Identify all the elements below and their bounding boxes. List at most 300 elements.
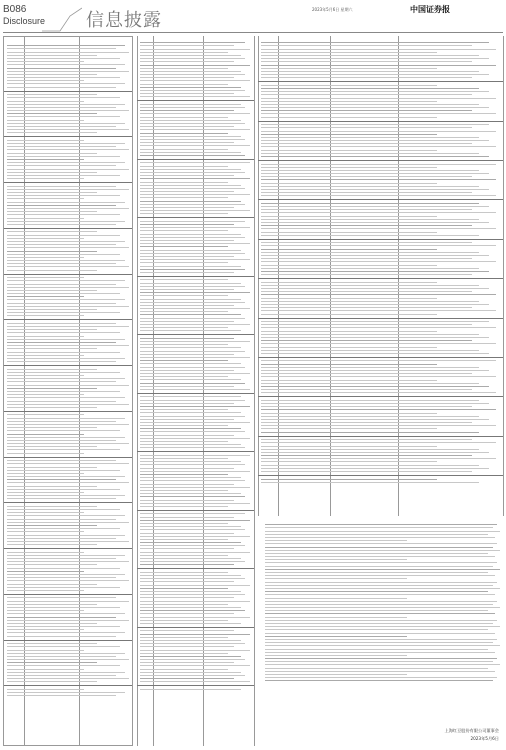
text-line xyxy=(140,441,228,442)
text-line xyxy=(140,227,250,228)
text-line xyxy=(140,178,250,179)
text-line xyxy=(261,261,496,262)
text-line xyxy=(7,348,97,349)
text-line xyxy=(140,104,241,105)
text-line xyxy=(140,594,245,595)
text-line xyxy=(140,80,250,81)
text-line xyxy=(7,434,84,435)
text-line xyxy=(140,240,234,241)
text-line xyxy=(140,604,228,605)
text-line xyxy=(265,607,500,608)
text-line xyxy=(140,338,234,339)
text-line xyxy=(7,162,125,163)
text-line xyxy=(7,284,116,285)
text-line xyxy=(140,536,250,537)
text-line xyxy=(140,548,234,549)
text-line xyxy=(140,370,234,371)
table-row-divider xyxy=(4,502,132,503)
text-line xyxy=(7,535,125,536)
text-line xyxy=(265,582,497,583)
table-row-divider xyxy=(258,436,503,437)
text-line xyxy=(265,626,500,627)
text-line xyxy=(140,367,245,368)
text-line xyxy=(261,124,489,125)
text-line xyxy=(261,422,472,423)
text-line xyxy=(7,531,84,532)
table-row-divider xyxy=(4,365,132,366)
text-line xyxy=(7,175,120,176)
text-line xyxy=(140,458,228,459)
text-line xyxy=(7,394,84,395)
text-line xyxy=(140,305,234,306)
text-line xyxy=(7,306,129,307)
text-line xyxy=(265,629,488,630)
text-line xyxy=(140,585,250,586)
text-line xyxy=(265,655,407,656)
text-line xyxy=(140,61,234,62)
text-line xyxy=(140,464,245,465)
text-line xyxy=(7,672,125,673)
text-line xyxy=(261,203,479,204)
text-line xyxy=(7,597,116,598)
text-line xyxy=(140,640,241,641)
text-line xyxy=(140,311,228,312)
text-line xyxy=(7,231,97,232)
text-line xyxy=(261,304,489,305)
text-line xyxy=(7,143,125,144)
table-row-divider xyxy=(258,81,503,82)
text-line xyxy=(261,143,472,144)
text-line xyxy=(140,84,228,85)
text-line xyxy=(140,224,234,225)
text-line xyxy=(140,351,245,352)
signature: 上海红豆股份有限公司董事会 xyxy=(444,728,499,733)
text-line xyxy=(140,123,245,124)
text-line xyxy=(140,175,234,176)
text-line xyxy=(261,235,479,236)
text-line xyxy=(140,129,250,130)
text-line xyxy=(261,364,437,365)
text-line xyxy=(140,68,228,69)
text-line xyxy=(140,93,234,94)
text-line xyxy=(7,587,120,588)
text-line xyxy=(7,345,129,346)
text-line xyxy=(7,613,125,614)
text-line xyxy=(7,506,97,507)
text-line xyxy=(265,562,497,563)
masthead xyxy=(0,0,506,38)
text-line xyxy=(140,107,245,108)
text-line xyxy=(261,68,437,69)
text-line xyxy=(261,288,489,289)
text-line xyxy=(7,355,84,356)
text-line xyxy=(140,269,245,270)
text-line xyxy=(265,649,488,650)
text-line xyxy=(265,556,495,557)
text-line xyxy=(7,541,129,542)
text-line xyxy=(7,626,120,627)
text-line xyxy=(7,662,97,663)
text-line xyxy=(140,435,234,436)
text-line xyxy=(7,486,97,487)
text-line xyxy=(7,352,120,353)
text-line xyxy=(7,656,116,657)
text-line xyxy=(261,331,437,332)
text-line xyxy=(261,110,472,111)
text-line xyxy=(7,358,125,359)
text-line xyxy=(140,500,234,501)
text-line xyxy=(7,421,116,422)
text-line xyxy=(7,299,125,300)
text-line xyxy=(7,610,84,611)
text-line xyxy=(140,406,250,407)
text-line xyxy=(140,376,228,377)
text-line xyxy=(140,578,245,579)
table-row-divider xyxy=(4,136,132,137)
text-line xyxy=(140,575,241,576)
text-line xyxy=(140,347,241,348)
text-line xyxy=(140,396,241,397)
text-line xyxy=(265,610,488,611)
text-line xyxy=(265,661,493,662)
text-line xyxy=(140,65,250,66)
text-line xyxy=(261,482,479,483)
text-line xyxy=(7,665,120,666)
text-line xyxy=(261,285,479,286)
text-line xyxy=(140,314,241,315)
text-line xyxy=(7,552,84,553)
text-line xyxy=(140,139,245,140)
text-line xyxy=(7,339,125,340)
text-line xyxy=(7,336,84,337)
text-line xyxy=(7,97,120,98)
text-line xyxy=(265,668,488,669)
text-line xyxy=(7,280,125,281)
text-line xyxy=(140,58,245,59)
text-line xyxy=(140,185,241,186)
text-line xyxy=(7,476,125,477)
text-line xyxy=(261,255,489,256)
text-line xyxy=(7,205,116,206)
text-line xyxy=(265,594,495,595)
text-line xyxy=(7,437,125,438)
text-line xyxy=(261,406,472,407)
text-line xyxy=(261,189,489,190)
text-line xyxy=(261,55,479,56)
table-row-divider xyxy=(4,548,132,549)
text-line xyxy=(7,224,116,225)
text-line xyxy=(261,225,472,226)
text-line xyxy=(140,653,228,654)
text-line xyxy=(140,552,250,553)
text-line xyxy=(261,465,479,466)
text-line xyxy=(265,598,407,599)
text-line xyxy=(140,610,245,611)
text-line xyxy=(7,172,97,173)
text-line xyxy=(7,604,97,605)
text-line xyxy=(261,383,479,384)
text-line xyxy=(140,601,250,602)
text-line xyxy=(7,126,116,127)
text-line xyxy=(140,665,250,666)
text-line xyxy=(261,468,489,469)
text-line xyxy=(261,479,437,480)
text-line xyxy=(261,350,479,351)
comparison-table-left xyxy=(3,36,133,746)
table-row-divider xyxy=(137,451,254,452)
text-line xyxy=(7,45,125,46)
text-line xyxy=(140,182,228,183)
text-line xyxy=(140,379,241,380)
text-line xyxy=(261,428,437,429)
text-line xyxy=(140,545,245,546)
text-line xyxy=(140,74,245,75)
text-line xyxy=(140,197,228,198)
text-line xyxy=(261,442,496,443)
text-line xyxy=(261,403,489,404)
text-line xyxy=(261,192,472,193)
text-line xyxy=(261,373,472,374)
text-line xyxy=(140,597,234,598)
text-line xyxy=(140,400,245,401)
text-line xyxy=(7,87,116,88)
text-line xyxy=(140,117,228,118)
text-line xyxy=(7,449,120,450)
text-line xyxy=(261,88,479,89)
text-line xyxy=(7,650,84,651)
text-line xyxy=(140,213,228,214)
text-line xyxy=(7,165,116,166)
text-line xyxy=(261,195,496,196)
table-row-divider xyxy=(137,334,254,335)
text-line xyxy=(7,332,120,333)
text-line xyxy=(7,48,116,49)
text-line xyxy=(261,134,437,135)
text-line xyxy=(140,487,250,488)
text-line xyxy=(140,533,234,534)
text-line xyxy=(7,132,97,133)
text-line xyxy=(265,534,488,535)
text-line xyxy=(140,283,241,284)
text-line xyxy=(140,136,241,137)
text-line xyxy=(140,201,241,202)
text-line xyxy=(7,659,129,660)
text-line xyxy=(261,334,479,335)
text-line xyxy=(261,107,489,108)
text-line xyxy=(7,617,116,618)
text-line xyxy=(261,294,496,295)
text-line xyxy=(7,287,129,288)
text-line xyxy=(140,210,250,211)
text-line xyxy=(261,419,489,420)
text-line xyxy=(140,49,250,50)
text-line xyxy=(140,681,250,682)
text-line xyxy=(7,473,84,474)
text-line xyxy=(140,142,234,143)
text-line xyxy=(261,376,496,377)
issue-date: 2023年5月6日 星期六 xyxy=(312,7,353,12)
text-line xyxy=(140,659,245,660)
text-line xyxy=(7,120,84,121)
text-line xyxy=(261,176,472,177)
text-line xyxy=(7,198,84,199)
table-row-divider xyxy=(258,357,503,358)
text-line xyxy=(261,425,496,426)
text-line xyxy=(261,446,437,447)
text-line xyxy=(140,250,241,251)
text-line xyxy=(7,446,97,447)
text-line xyxy=(140,637,228,638)
text-line xyxy=(140,149,228,150)
table-row-divider xyxy=(258,318,503,319)
text-line xyxy=(261,222,489,223)
text-line xyxy=(7,580,129,581)
text-line xyxy=(261,61,472,62)
text-line xyxy=(261,52,437,53)
text-line xyxy=(140,409,228,410)
text-line xyxy=(261,173,489,174)
text-line xyxy=(7,68,116,69)
text-line xyxy=(140,468,234,469)
text-line xyxy=(261,137,479,138)
table-row-divider xyxy=(258,239,503,240)
text-line xyxy=(261,98,496,99)
text-line xyxy=(265,543,497,544)
text-line xyxy=(140,166,228,167)
text-line xyxy=(7,689,84,690)
text-line xyxy=(7,636,116,637)
text-line xyxy=(140,542,241,543)
text-line xyxy=(261,271,489,272)
text-line xyxy=(140,308,250,309)
text-line xyxy=(7,607,120,608)
text-line xyxy=(7,293,120,294)
text-line xyxy=(140,650,250,651)
text-line xyxy=(140,484,234,485)
text-line xyxy=(140,152,241,153)
text-line xyxy=(7,519,116,520)
text-line xyxy=(265,620,497,621)
text-line xyxy=(261,91,489,92)
text-line xyxy=(261,167,437,168)
text-line xyxy=(7,555,125,556)
table-row-divider xyxy=(137,100,254,101)
text-line xyxy=(265,527,493,528)
text-line xyxy=(140,90,245,91)
text-line xyxy=(140,675,245,676)
text-line xyxy=(140,204,245,205)
text-line xyxy=(140,471,250,472)
table-row-divider xyxy=(137,276,254,277)
text-line xyxy=(7,123,125,124)
text-line xyxy=(140,221,245,222)
text-line xyxy=(140,412,241,413)
text-line xyxy=(140,357,250,358)
text-line xyxy=(140,634,250,635)
table-row-divider xyxy=(137,393,254,394)
text-line xyxy=(265,671,495,672)
text-line xyxy=(140,253,245,254)
text-line xyxy=(261,360,496,361)
text-line xyxy=(7,620,129,621)
text-line xyxy=(265,677,497,678)
text-line xyxy=(261,301,479,302)
section-english-name: Disclosure xyxy=(3,16,46,26)
text-line xyxy=(7,342,116,343)
text-line xyxy=(7,214,120,215)
text-line xyxy=(7,369,97,370)
text-line xyxy=(261,252,479,253)
text-line xyxy=(140,558,241,559)
text-line xyxy=(7,470,120,471)
text-line xyxy=(140,77,234,78)
text-line xyxy=(7,629,84,630)
text-line xyxy=(7,675,116,676)
text-line xyxy=(7,247,129,248)
text-line xyxy=(261,432,479,433)
text-line xyxy=(265,559,407,560)
text-line xyxy=(261,140,489,141)
text-line xyxy=(265,578,407,579)
text-line xyxy=(7,577,116,578)
text-line xyxy=(261,337,489,338)
text-line xyxy=(140,520,250,521)
table-row-divider xyxy=(258,160,503,161)
text-line xyxy=(140,513,245,514)
text-line xyxy=(140,262,228,263)
text-line xyxy=(7,528,120,529)
text-line xyxy=(140,623,241,624)
text-line xyxy=(7,238,84,239)
text-line xyxy=(265,623,493,624)
text-line xyxy=(7,101,84,102)
text-line xyxy=(7,52,129,53)
text-line xyxy=(140,613,234,614)
text-line xyxy=(7,153,97,154)
text-line xyxy=(7,643,97,644)
text-line xyxy=(140,403,234,404)
text-line xyxy=(7,74,97,75)
text-line xyxy=(7,525,97,526)
text-line xyxy=(265,633,495,634)
text-line xyxy=(7,64,125,65)
text-line xyxy=(140,480,245,481)
text-line xyxy=(265,524,497,525)
text-line xyxy=(7,646,120,647)
text-line xyxy=(7,361,116,362)
text-line xyxy=(140,678,234,679)
text-line xyxy=(261,310,496,311)
text-line xyxy=(261,458,496,459)
text-line xyxy=(7,561,129,562)
table-row-divider xyxy=(137,159,254,160)
newspaper-logo: 中国证券报 xyxy=(410,4,450,14)
text-line xyxy=(7,159,84,160)
text-line xyxy=(140,172,245,173)
text-line xyxy=(261,216,437,217)
text-line xyxy=(7,443,129,444)
text-line xyxy=(261,77,472,78)
text-line xyxy=(140,55,241,56)
text-line xyxy=(140,431,245,432)
text-line xyxy=(7,71,129,72)
text-line xyxy=(140,266,241,267)
text-line xyxy=(261,282,437,283)
text-line xyxy=(261,291,472,292)
text-line xyxy=(261,49,496,50)
text-line xyxy=(7,453,84,454)
text-line xyxy=(7,388,97,389)
